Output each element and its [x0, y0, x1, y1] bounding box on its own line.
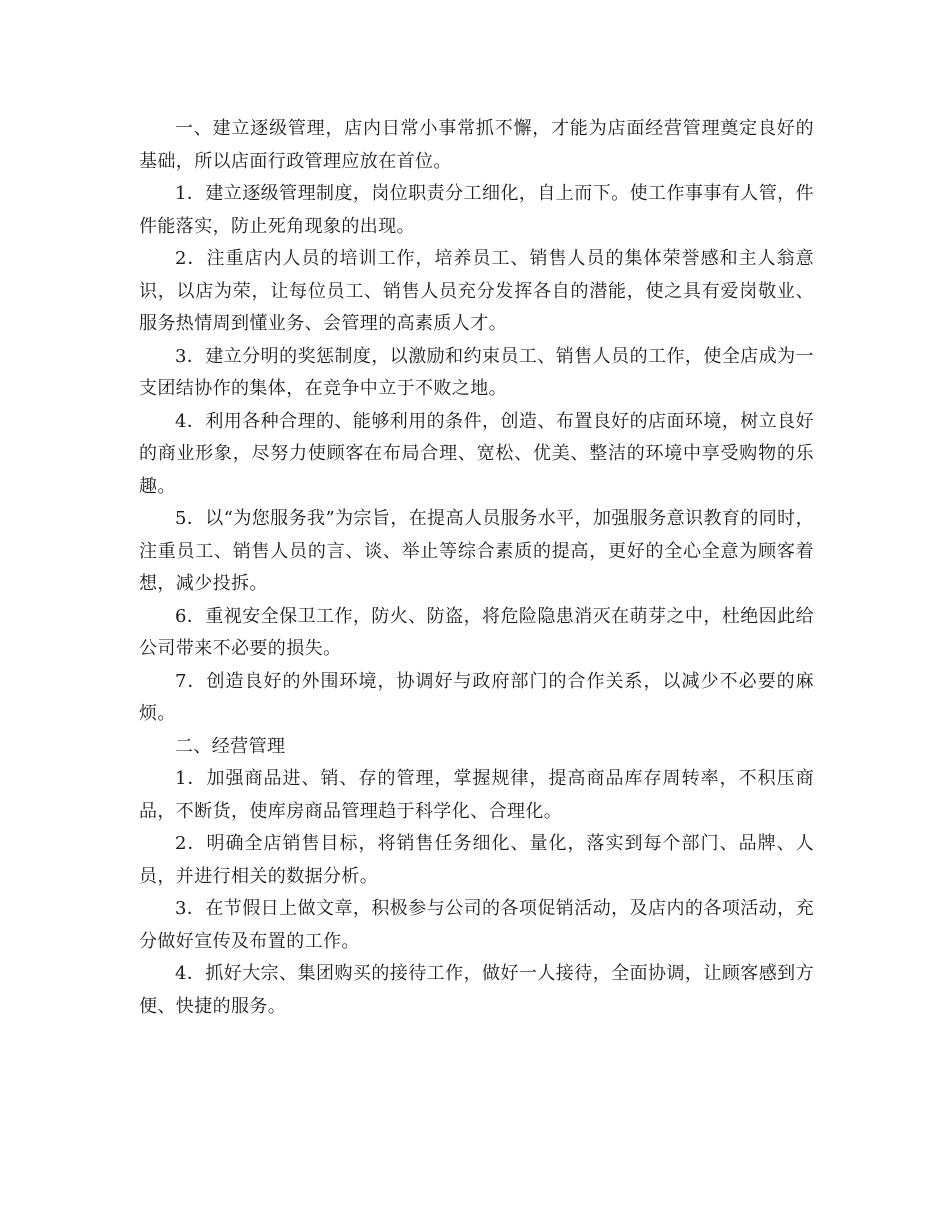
paragraph-admin-item-1: 1．建立逐级管理制度，岗位职责分工细化，自上而下。使工作事事有人管，件件能落实，防止死角现象的出现。 — [139, 183, 814, 237]
paragraph-ops-item-1: 1．加强商品进、销、存的管理，掌握规律，提高商品库存周转率，不积压商品，不断货，使库房商品管理趋于科学化、合理化。 — [139, 768, 814, 822]
paragraph-admin-item-6: 6．重视安全保卫工作，防火、防盗，将危险隐患消灭在萌芽之中，杜绝因此给公司带来不必要的损失。 — [139, 605, 814, 659]
paragraph-admin-item-7: 7．创造良好的外围环境，协调好与政府部门的合作关系，以减少不必要的麻烦。 — [139, 670, 814, 724]
paragraph-admin-item-2: 2．注重店内人员的培训工作，培养员工、销售人员的集体荣誉感和主人翁意识，以店为荣，让每位员工、销售人员充分发挥各自的潜能，使之具有爱岗敬业、服务热情周到懂业务、会管理的高素质人才。 — [139, 248, 814, 334]
section-heading-operations: 二、经营管理 — [175, 735, 286, 757]
paragraph-ops-item-2: 2．明确全店销售目标，将销售任务细化、量化，落实到每个部门、品牌、人员，并进行相关的数据分析。 — [139, 833, 814, 887]
paragraph-ops-item-3: 3．在节假日上做文章，积极参与公司的各项促销活动，及店内的各项活动，充分做好宣传及布置的工作。 — [139, 898, 814, 952]
paragraph-admin-item-4: 4．利用各种合理的、能够利用的条件，创造、布置良好的店面环境，树立良好的商业形象，尽努力使顾客在布局合理、宽松、优美、整洁的环境中享受购物的乐趣。 — [139, 410, 814, 497]
paragraph-admin-item-3: 3．建立分明的奖惩制度，以激励和约束员工、销售人员的工作，使全店成为一支团结协作的集体，在竞争中立于不败之地。 — [139, 345, 814, 399]
document-body — [139, 113, 814, 1023]
paragraph-ops-item-4: 4．抓好大宗、集团购买的接待工作，做好一人接待，全面协调，让顾客感到方便、快捷的服务。 — [139, 963, 814, 1017]
paragraph-admin-item-5: 5．以“为您服务我”为宗旨，在提高人员服务水平，加强服务意识教育的同时，注重员工、销售人员的言、谈、举止等综合素质的提高，更好的全心全意为顾客着想，减少投拆。 — [139, 508, 814, 594]
paragraph-admin-heading: 一、建立逐级管理，店内日常小事常抓不懈，才能为店面经营管理奠定良好的基础，所以店面行政管理应放在首位。 — [139, 118, 814, 172]
